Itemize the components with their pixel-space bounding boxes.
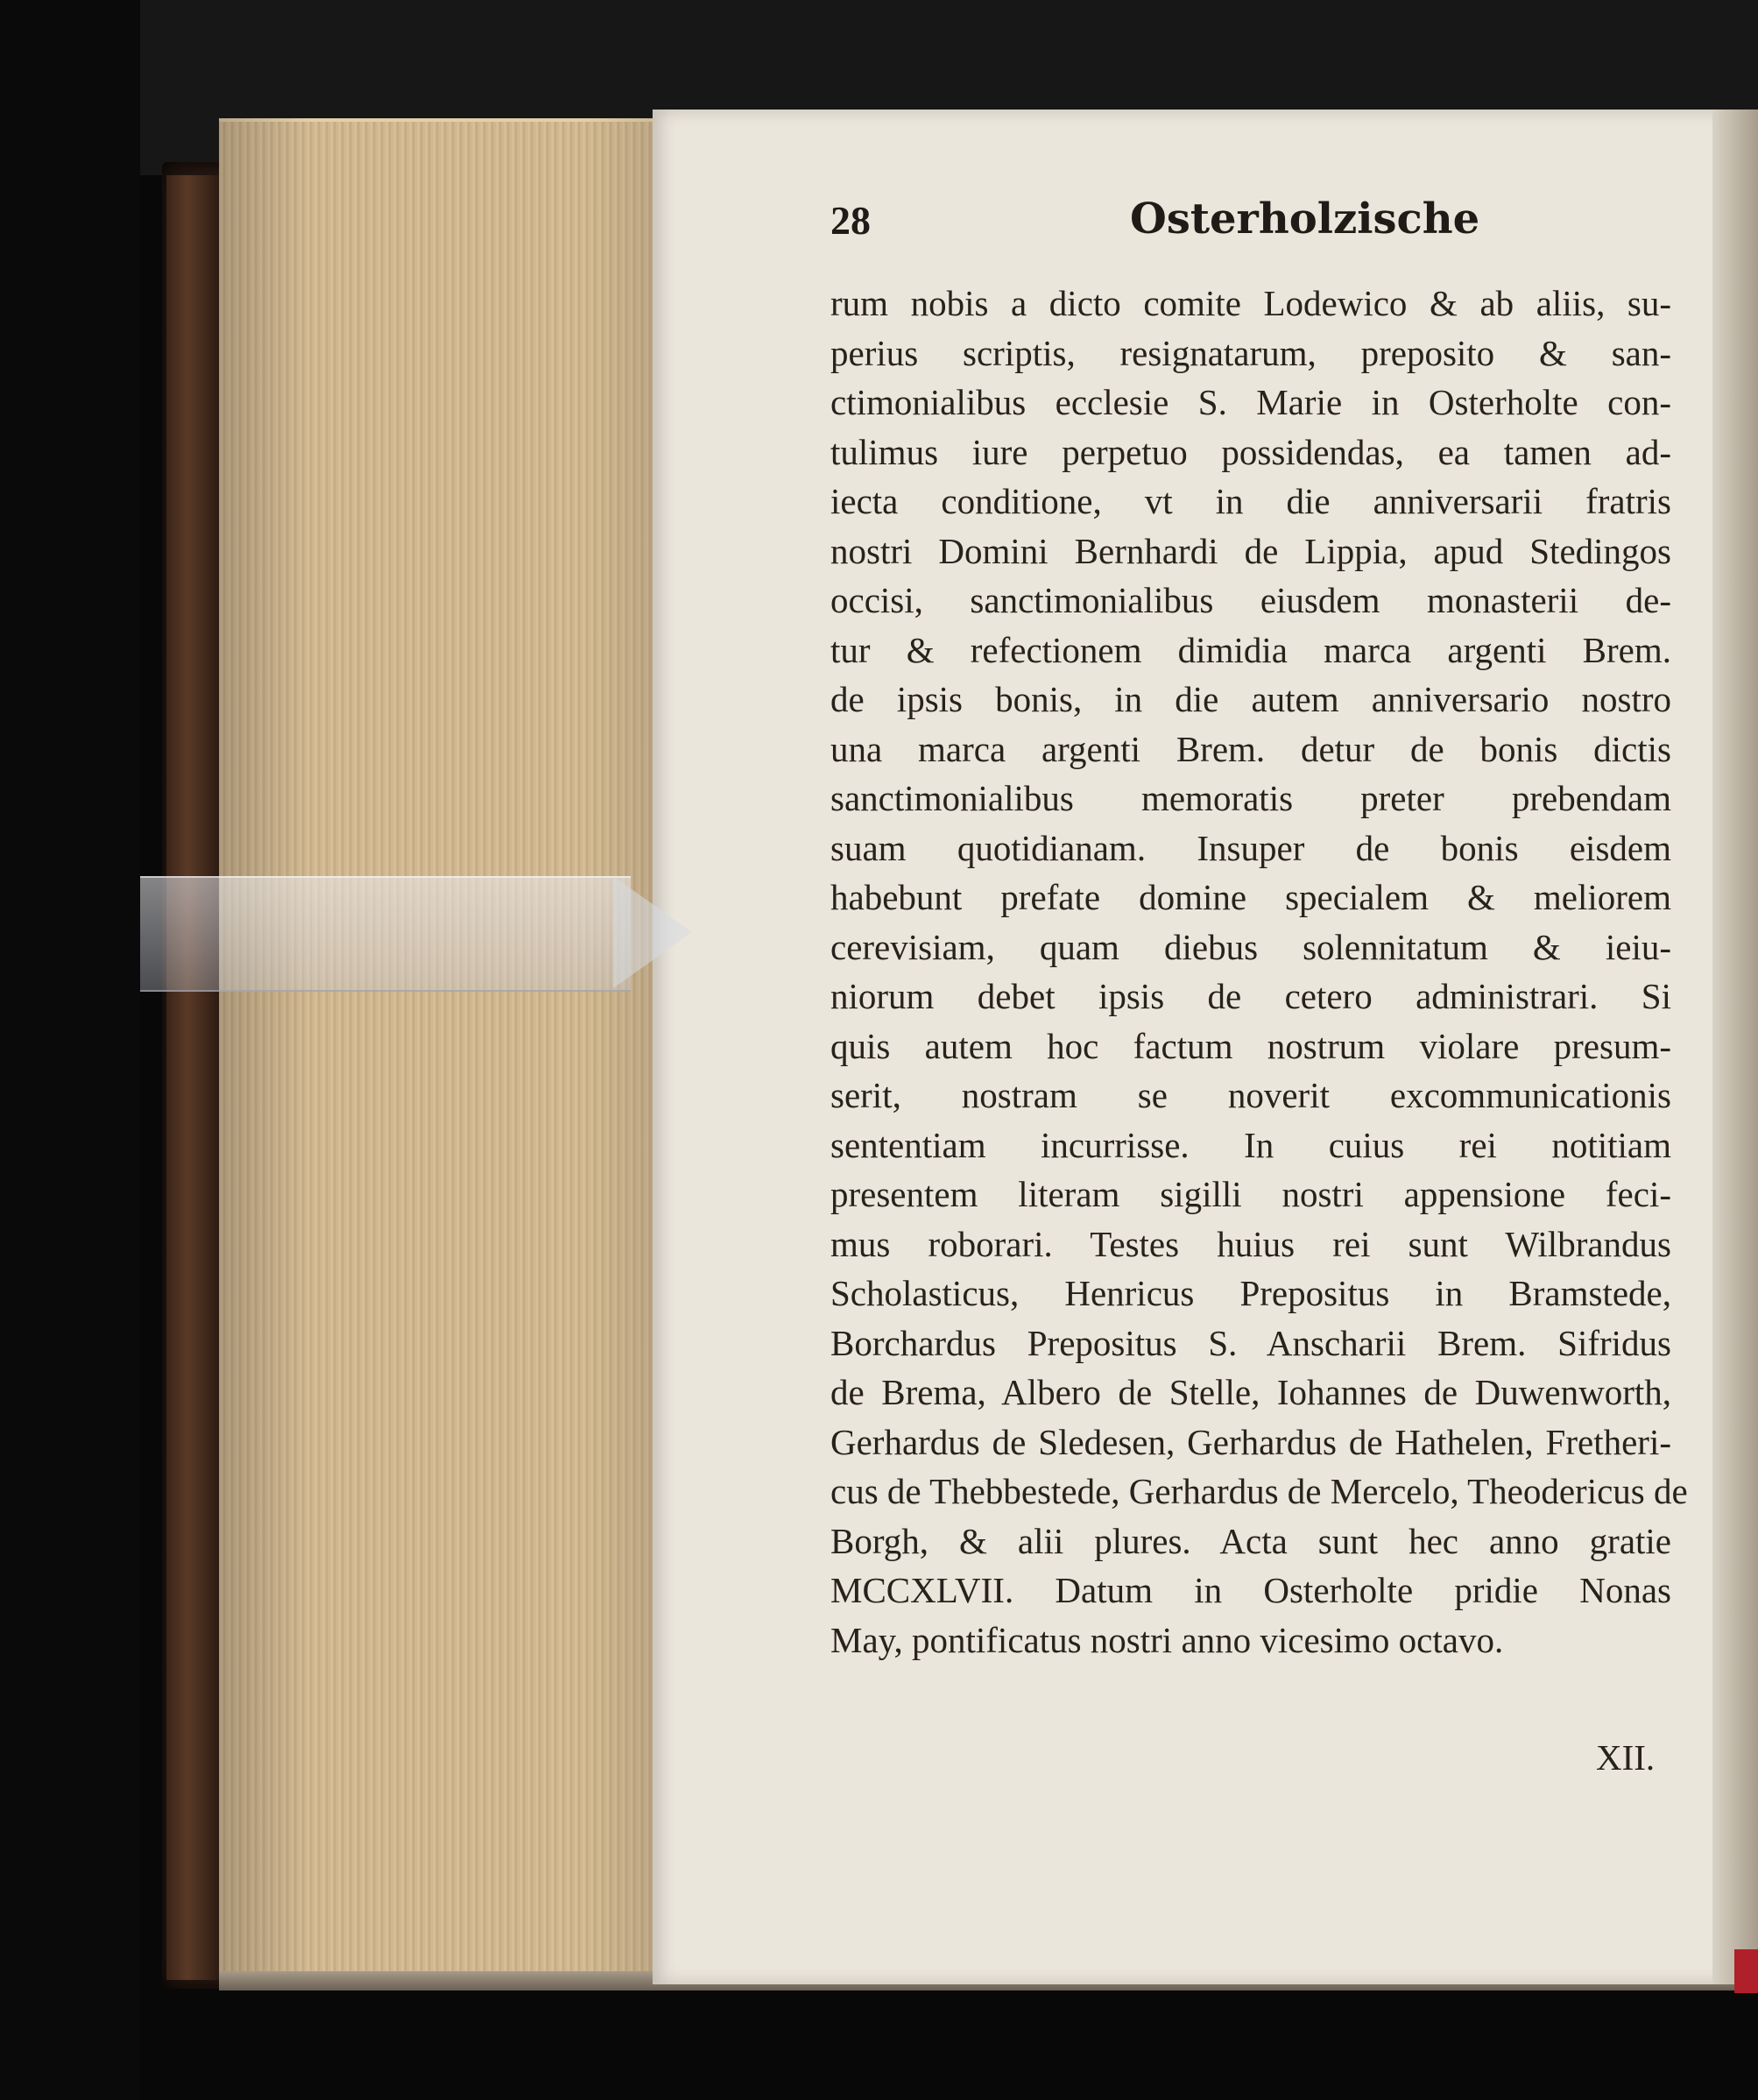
- text-line: sententiam incurrisse. In cuius rei notitiam: [830, 1124, 1671, 1165]
- text-line: tur & refectionem dimidia marca argenti Brem.: [830, 629, 1671, 670]
- page-block-shade: [219, 118, 674, 1984]
- text-line: suam quotidianam. Insuper de bonis eisdem: [830, 827, 1671, 868]
- text-line: mus roborari. Testes huius rei sunt Wilbrandus: [830, 1223, 1671, 1264]
- gutter-shadow: [1712, 110, 1758, 1984]
- text-line: May, pontificatus nostri anno vicesimo octavo.: [830, 1619, 1504, 1660]
- ribbon-marker: [1734, 1949, 1758, 1993]
- text-line: iecta conditione, vt in die anniversarii fratris: [830, 481, 1671, 521]
- text-line: niorum debet ipsis de cetero administrari. Si: [830, 976, 1671, 1016]
- running-title: Osterholzische: [1130, 194, 1480, 244]
- backdrop-left: [0, 0, 140, 2100]
- text-line: sanctimonialibus memoratis preter prebendam: [830, 778, 1671, 818]
- text-line: MCCXLVII. Datum in Osterholte pridie Nonas: [830, 1570, 1671, 1610]
- text-line: quis autem hoc factum nostrum violare presum-: [830, 1025, 1671, 1066]
- text-line: de ipsis bonis, in die autem anniversario nostro: [830, 679, 1671, 719]
- text-line: tulimus iure perpetuo possidendas, ea tamen ad-: [830, 431, 1671, 472]
- text-line: serit, nostram se noverit excommunicationis: [830, 1075, 1671, 1115]
- text-line: perius scriptis, resignatarum, preposito & san-: [830, 332, 1671, 373]
- text-line: habebunt prefate domine specialem & meliorem: [830, 877, 1671, 917]
- text-line: presentem literam sigilli nostri appensione feci-: [830, 1174, 1671, 1214]
- text-line: una marca argenti Brem. detur de bonis dictis: [830, 728, 1671, 769]
- bookmark-strip[interactable]: [140, 876, 631, 992]
- text-line: nostri Domini Bernhardi de Lippia, apud Stedingos: [830, 530, 1671, 571]
- text-line: Scholasticus, Henricus Prepositus in Bramstede,: [830, 1273, 1671, 1313]
- text-line: cus de Thebbestede, Gerhardus de Mercelo, Theodericus de: [830, 1471, 1688, 1511]
- body-text: [830, 279, 1688, 1665]
- text-line: ctimonialibus ecclesie S. Marie in Osterholte con-: [830, 382, 1671, 422]
- bookmark-tip[interactable]: [613, 876, 692, 988]
- text-line: rum nobis a dicto comite Lodewico & ab aliis, su-: [830, 283, 1671, 323]
- page-number: 28: [830, 198, 871, 243]
- catchword: XII.: [1596, 1737, 1656, 1778]
- text-line: Gerhardus de Sledesen, Gerhardus de Hathelen, Fretheri-: [830, 1421, 1671, 1462]
- text-line: Borchardus Prepositus S. Anscharii Brem. Sifridus: [830, 1322, 1671, 1363]
- text-line: Borgh, & alii plures. Acta sunt hec anno gratie: [830, 1520, 1671, 1561]
- text-line: occisi, sanctimonialibus eiusdem monasterii de-: [830, 580, 1671, 620]
- cover-spine-edge: [166, 175, 219, 1980]
- text-line: de Brema, Albero de Stelle, Iohannes de Duwenworth,: [830, 1372, 1671, 1412]
- text-line: cerevisiam, quam diebus solennitatum & ieiu-: [830, 926, 1671, 967]
